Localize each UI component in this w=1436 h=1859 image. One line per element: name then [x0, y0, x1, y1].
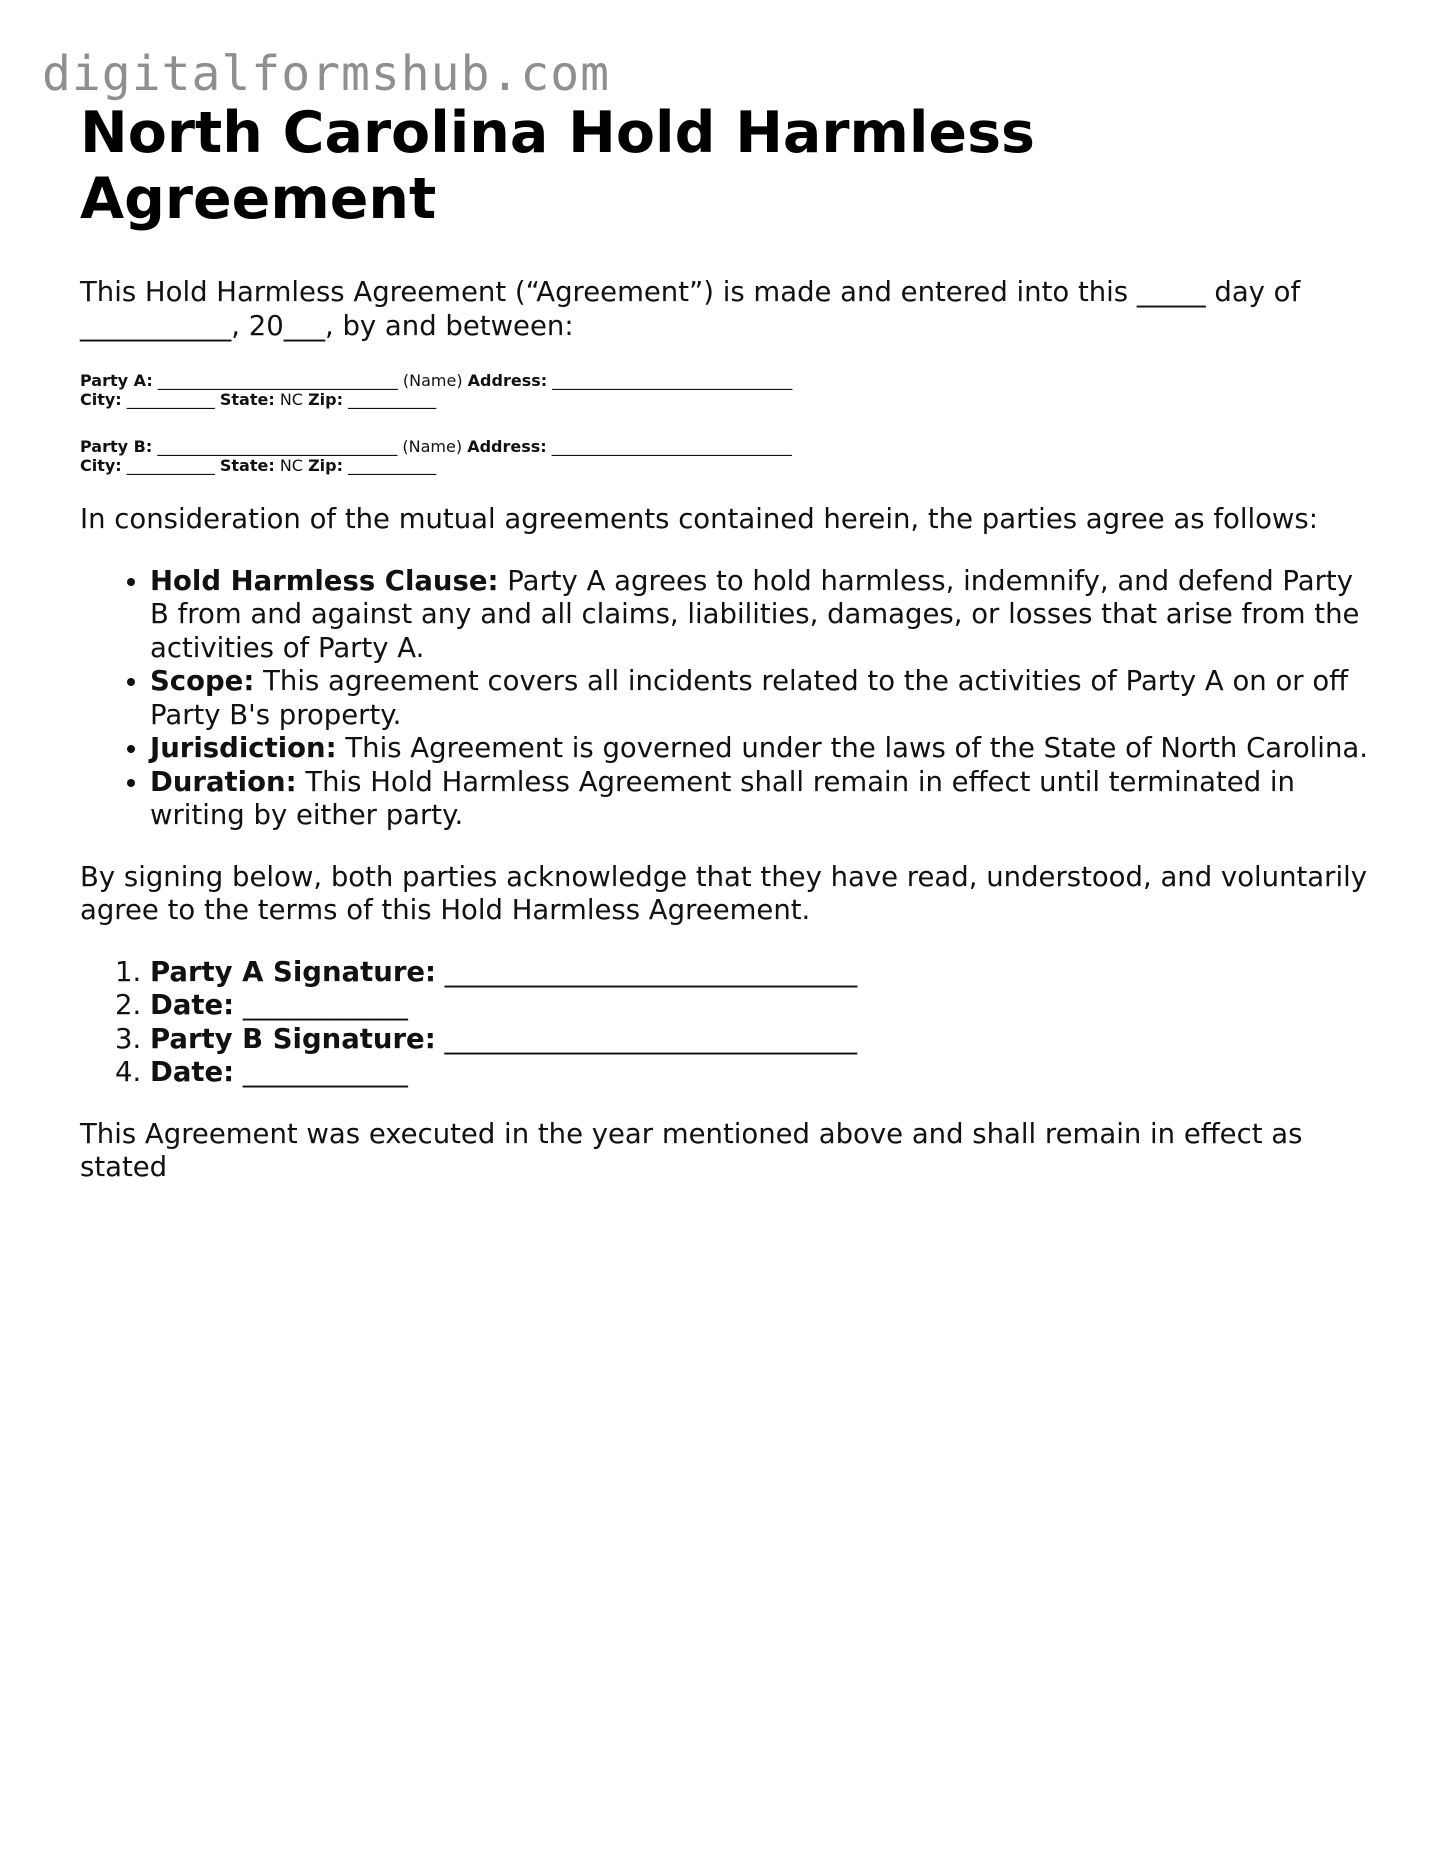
clause-text: This Agreement is governed under the laws of the State of North Carolina.: [336, 732, 1368, 764]
signature-blank: ______________________________: [436, 955, 858, 988]
clause-item: [150, 665, 1370, 732]
party-a-city-label: City:: [80, 390, 122, 409]
party-a-state-value: NC: [274, 390, 309, 409]
party-a-zip-blank: ___________: [343, 390, 437, 409]
clause-item: [150, 766, 1370, 833]
party-b-name-blank: ______________________________: [152, 437, 403, 456]
signature-blank: ______________________________: [435, 1022, 857, 1055]
intro-paragraph: This Hold Harmless Agreement (“Agreement”) is made and entered into this _____ day of ___________, 20___, by and between:: [80, 276, 1301, 342]
clause-text: This agreement covers all incidents related to the activities of Party A on or off Party B's property.: [150, 665, 1349, 731]
party-a-name-blank: ______________________________: [152, 371, 403, 390]
document-title: North Carolina Hold Harmless Agreement: [80, 100, 1035, 232]
signature-item: [150, 956, 1370, 990]
party-b-zip-label: Zip:: [308, 456, 343, 475]
clause-term: Scope:: [150, 665, 255, 697]
signature-item: [150, 989, 1370, 1023]
clause-term: Hold Harmless Clause:: [150, 564, 499, 597]
party-b-state-label: State:: [219, 456, 275, 475]
party-a-block: [80, 371, 1370, 409]
party-b-zip-blank: ___________: [343, 456, 437, 475]
party-b-city-blank: ___________: [121, 456, 220, 475]
party-b-name-hint: (Name): [402, 437, 468, 456]
party-a-line-2: [80, 390, 1370, 409]
clause-text: This Hold Harmless Agreement shall remain in effect until terminated in writing by either party.: [150, 765, 1295, 831]
signature-label: Date:: [150, 989, 235, 1021]
signature-label: Party A Signature:: [150, 955, 437, 988]
clause-text: Party A agrees to hold harmless, indemnify, and defend Party B from and against any and all claims, liabilities, damages, or losses that arise from the activities of Party A.: [150, 564, 1360, 664]
party-a-city-blank: ___________: [121, 390, 220, 409]
signature-label: Date:: [150, 1056, 235, 1088]
clause-item: [150, 565, 1370, 666]
party-b-label: Party B:: [80, 437, 153, 456]
signature-list: [80, 956, 1370, 1090]
signature-item: [150, 1023, 1370, 1057]
signature-item: [150, 1056, 1370, 1090]
clause-term: Jurisdiction:: [150, 732, 337, 764]
clause-item: [150, 732, 1370, 766]
party-a-zip-label: Zip:: [308, 390, 343, 409]
consideration-paragraph: In consideration of the mutual agreements contained herein, the parties agree as follows:: [80, 503, 1319, 535]
signature-blank: ____________: [234, 1056, 408, 1088]
clause-term: Duration:: [150, 765, 297, 798]
party-a-label: Party A:: [80, 371, 153, 390]
party-b-state-value: NC: [274, 456, 309, 475]
signature-blank: ____________: [234, 989, 408, 1021]
party-a-address-blank: ______________________________: [547, 371, 793, 390]
party-b-line-2: [80, 456, 1370, 475]
party-b-line-1: [80, 437, 1370, 456]
clauses-list: [80, 565, 1370, 833]
party-a-name-hint: (Name): [402, 371, 468, 390]
party-a-line-1: [80, 371, 1370, 390]
party-b-block: [80, 437, 1370, 475]
closing-paragraph: This Agreement was executed in the year mentioned above and shall remain in effect as stated: [80, 1117, 1303, 1183]
signature-label: Party B Signature:: [150, 1022, 436, 1055]
party-a-state-label: State:: [219, 390, 275, 409]
watermark: digitalformshub.com: [42, 46, 611, 102]
party-b-address-blank: ______________________________: [546, 437, 792, 456]
party-b-city-label: City:: [80, 456, 122, 475]
document-body: [80, 100, 1370, 1213]
party-a-address-label: Address:: [467, 371, 548, 390]
acknowledgement-paragraph: By signing below, both parties acknowledge that they have read, understood, and voluntarily agree to the terms of this Hold Harmless Agreement.: [80, 860, 1368, 926]
party-b-address-label: Address:: [467, 437, 547, 456]
